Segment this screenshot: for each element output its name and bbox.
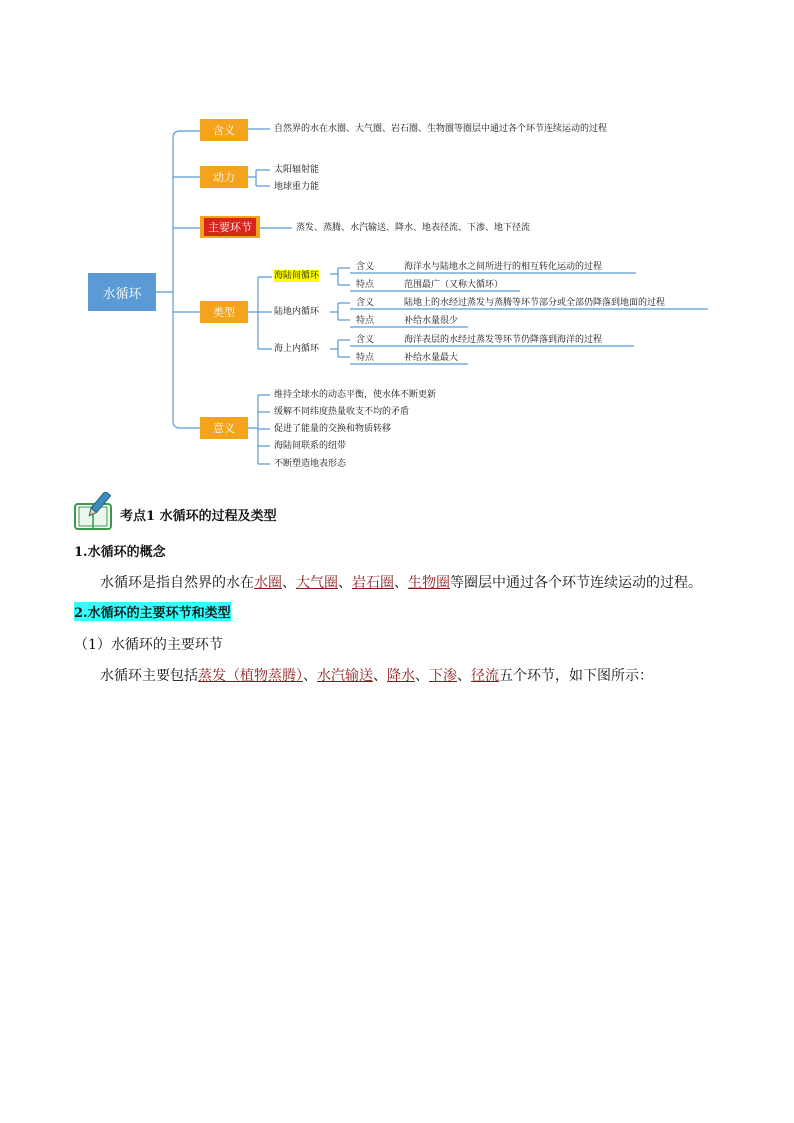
type-row-value: 陆地上的水经过蒸发与蒸腾等环节部分或全部仍降落到地面的过程 bbox=[404, 298, 666, 308]
links-text: 蒸发、蒸腾、水汽输送、降水、地表径流、下渗、地下径流 bbox=[296, 223, 531, 233]
power-item: 太阳辐射能 bbox=[274, 165, 320, 175]
type-row-key: 特点 bbox=[356, 280, 375, 290]
significance-item: 促进了能量的交换和物质转移 bbox=[274, 424, 392, 434]
type-row-key: 特点 bbox=[356, 353, 375, 363]
type-row-key: 含义 bbox=[356, 298, 375, 308]
heading-concept: 1.水循环的概念 bbox=[74, 545, 166, 560]
branch-links: 主要环节 bbox=[200, 216, 260, 238]
power-item: 地球重力能 bbox=[274, 182, 320, 192]
paragraph-concept: 水循环是指自然界的水在水圈、大气圈、岩石圈、生物圈等圈层中通过各个环节连续运动的过程。 bbox=[100, 575, 702, 591]
type-group-name: 海上内循环 bbox=[274, 344, 320, 354]
mindmap-connectors bbox=[0, 0, 794, 500]
paragraph-main-links: 水循环主要包括蒸发（植物蒸腾）、水汽输送、降水、下渗、径流五个环节，如下图所示： bbox=[100, 668, 653, 684]
heading-links-types: 2.水循环的主要环节和类型 bbox=[74, 602, 231, 621]
branch-significance: 意义 bbox=[200, 417, 248, 439]
branch-types: 类型 bbox=[200, 301, 248, 323]
meaning-text: 自然界的水在水圈、大气圈、岩石圈、生物圈等圈层中通过各个环节连续运动的过程 bbox=[274, 124, 608, 134]
type-group-name: 陆地内循环 bbox=[274, 307, 320, 317]
branch-meaning: 含义 bbox=[200, 119, 248, 141]
type-row-value: 海洋水与陆地水之间所进行的相互转化运动的过程 bbox=[404, 262, 603, 272]
notebook-pencil-icon bbox=[72, 492, 116, 532]
subheading-main-links: （1）水循环的主要环节 bbox=[74, 637, 223, 653]
type-row-value: 补给水量很少 bbox=[404, 316, 459, 326]
significance-item: 缓解不同纬度热量收支不均的矛盾 bbox=[274, 407, 410, 417]
type-row-key: 含义 bbox=[356, 262, 375, 272]
significance-item: 不断塑造地表形态 bbox=[274, 459, 347, 469]
type-row-key: 特点 bbox=[356, 316, 375, 326]
significance-item: 维持全球水的动态平衡，使水体不断更新 bbox=[274, 390, 437, 400]
type-row-value: 海洋表层的水经过蒸发等环节仍降落到海洋的过程 bbox=[404, 335, 603, 345]
branch-power: 动力 bbox=[200, 166, 248, 188]
type-row-value: 补给水量最大 bbox=[404, 353, 459, 363]
type-row-value: 范围最广（又称大循环） bbox=[404, 280, 504, 290]
mindmap-root: 水循环 bbox=[88, 273, 156, 311]
section-title: 考点1 水循环的过程及类型 bbox=[120, 509, 277, 524]
significance-item: 海陆间联系的纽带 bbox=[274, 441, 347, 451]
type-group-name: 海陆间循环 bbox=[274, 271, 320, 281]
type-row-key: 含义 bbox=[356, 335, 375, 345]
